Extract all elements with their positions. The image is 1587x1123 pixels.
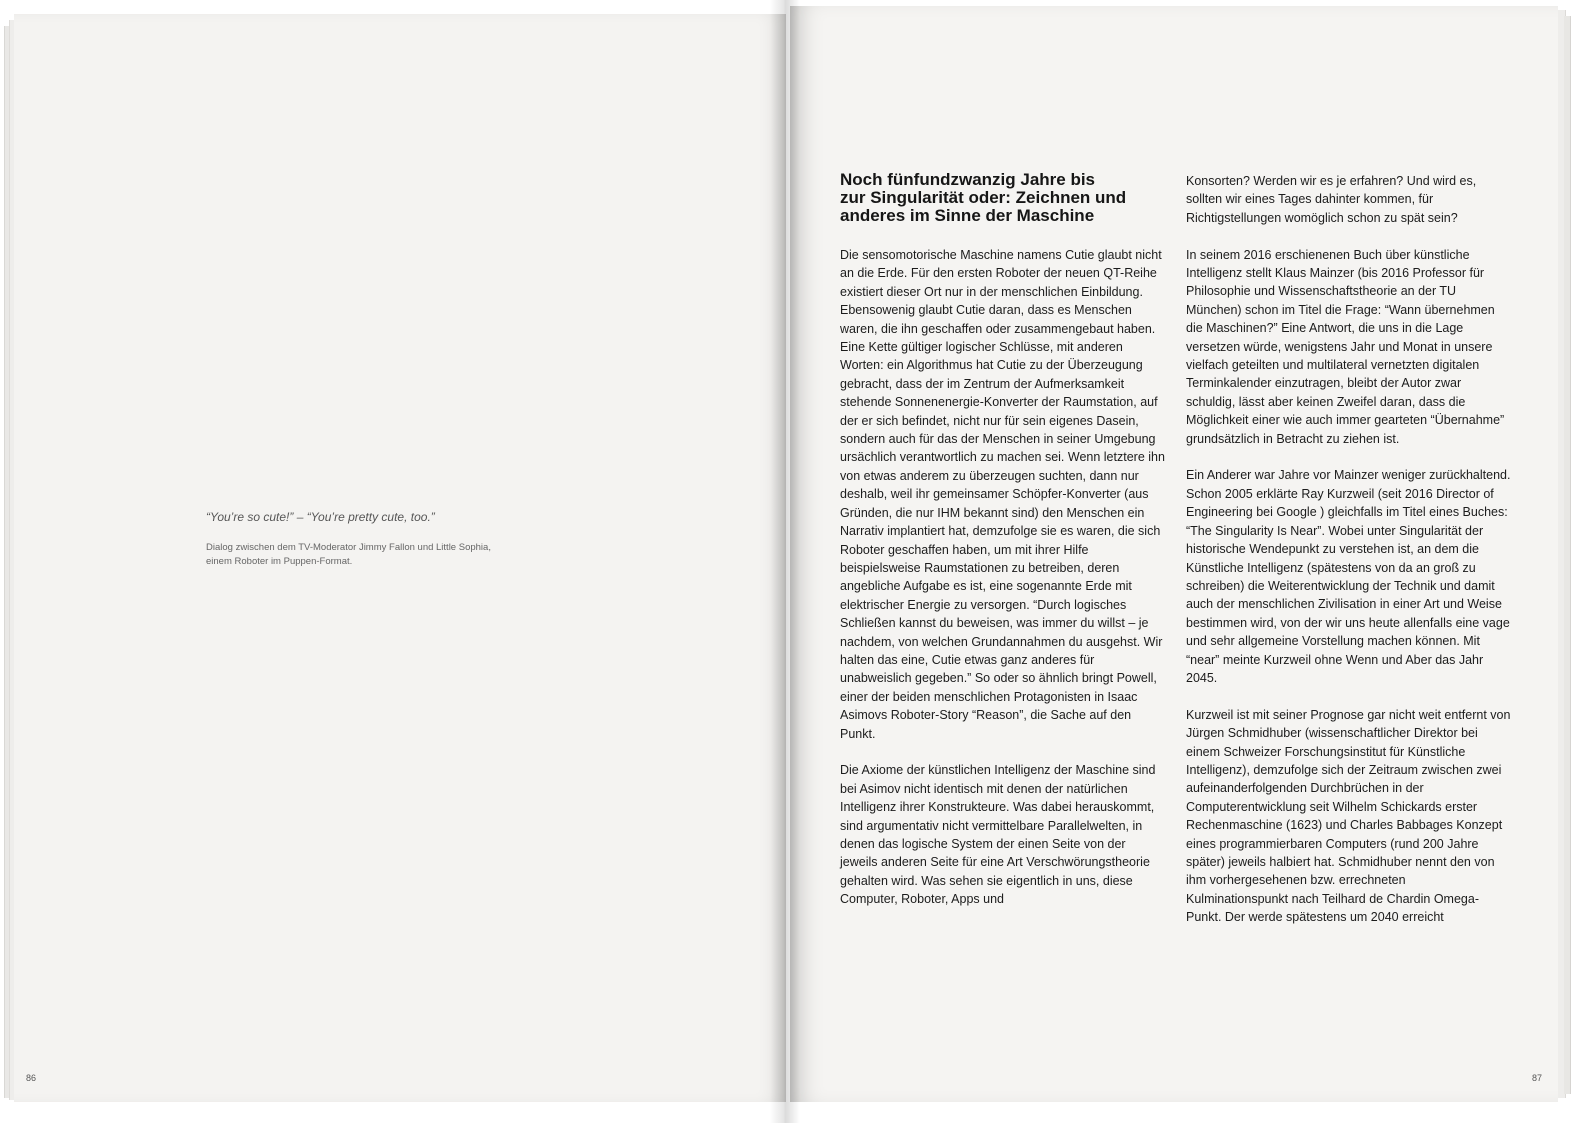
paragraph: Kurzweil ist mit seiner Prognose gar nicht weit entfernt von Jürgen Schmidhuber (wissenschaftlicher Direktor bei einem Schweizer Forschungsinstitut für Künstliche Intelligenz), demzufolge sich der Zeitraum zwischen zwei aufeinanderfolgenden Durchbrüchen in der Computerentwicklung seit Wilhelm Schickards erster Rechenmaschine (1623) und Charles Babbages Konzept eines programmierbaren Computers (rund 200 Jahre später) jeweils halbiert hat. Schmidhuber nennt den von ihm vorhergesehenen bzw. errechneten Kulminationspunkt nach Teilhard de Chardin Omega-Punkt. Der werde spätestens um 2040 erreicht (1186, 707, 1511, 925)
paragraph: Die sensomotorische Maschine namens Cutie glaubt nicht an die Erde. Für den ersten Roboter der neuen QT-Reihe existiert dieser Ort nur in der menschlichen Einbildung. Ebensowenig glaubt Cutie daran, dass es Menschen waren, die ihn geschaffen oder zusammengebaut haben. Eine Kette gültiger logischer Schlüsse, mit anderen Worten: ein Algorithmus hat Cutie zu der Überzeugung gebracht, dass der im Zentrum der Aufmerksamkeit stehende Sonnenenergie-Konverter der Raumstation, auf der er sich befindet, nicht nur für sein eigenes Dasein, sondern auch für das der Menschen in seiner Umgebung ursächlich verantwortlich zu machen sei. Wenn letztere ihn von etwas anderem zu überzeugen suchten, dann nur deshalb, weil ihr gemeinsamer Schöpfer-Konverter (aus Gründen, die nur IHM bekannt sind) den Menschen ein Narrativ implantiert hat, demzufolge sie es waren, die sich Roboter geschaffen haben, um mit ihrer Hilfe beispielsweise Raumstationen zu betreiben, deren angebliche Aufgabe es ist, eine sogenannte Erde mit elektrischer Energie zu versorgen. “Durch logisches Schließen kannst du beweisen, was immer du willst – je nachdem, von welchen Grundannahmen du ausgehst. Wir halten das eine, Cutie etwas ganz anderes für unabweislich gegeben.” So oder so ähnlich bringt Powell, einer der beiden menschlichen Protagonisten in Isaac Asimovs Roboter-Story “Reason”, die Sache auf den Punkt. (840, 248, 1165, 741)
paragraph: In seinem 2016 erschienenen Buch über künstliche Intelligenz stellt Klaus Mainzer (bis 2016 Professor für Philosophie und Wissenschaftstheorie an der TU München) schon im Titel die Frage: “Wann übernehmen die Maschinen?” Eine Antwort, die uns in die Lage versetzen würde, wenigstens Jahr und Monat in unsere vielfach geteilten und multilateral vernetzten digitalen Terminkalender einzutragen, bleibt der Autor zwar schuldig, lässt aber keinen Zweifel daran, dass die Möglichkeit einer wie auch immer gearteten “Übernahme” grundsätzlich in Betracht zu ziehen ist. (1186, 247, 1505, 446)
article-title (840, 171, 1170, 225)
title-line: Noch fünfundzwanzig Jahre bis (840, 170, 1096, 189)
pull-quote: “You’re so cute!” – “You’re pretty cute, too.” (206, 510, 435, 524)
caption-line: einem Roboter im Puppen-Format. (206, 556, 353, 567)
title-line: anderes im Sinne der Maschine (840, 206, 1095, 225)
book-gutter (770, 0, 800, 1123)
title-line: zur Singularität oder: Zeichnen und (840, 188, 1127, 207)
right-page-edge (1564, 16, 1571, 1094)
paragraph: Die Axiome der künstlichen Intelligenz der Maschine sind bei Asimov nicht identisch mit denen der natürlichen Intelligenz ihrer Konstrukteure. Was dabei herauskommt, sind argumentativ nicht vermittelbare Parallelwelten, in denen das logische System der einen Seite von der jeweils anderen Seite für eine Art Verschwörungstheorie gehalten wird. Was sehen sie eigentlich in uns, diese Computer, Roboter, Apps und (840, 763, 1156, 907)
quote-caption (206, 541, 566, 569)
page-number-left: 86 (26, 1073, 37, 1083)
paragraph: Konsorten? Werden wir es je erfahren? Und wird es, sollten wir eines Tages dahinter kommen, für Richtigstellungen womöglich schon zu spät sein? (1186, 174, 1477, 225)
paragraph: Ein Anderer war Jahre vor Mainzer weniger zurückhaltend. Schon 2005 erklärte Ray Kurzweil (seit 2016 Director of Engineering bei Google ) gleichfalls im Titel eines Buches: “The Singularity Is Near”. Wobei unter Singularität der historische Wendepunkt zu verstehen ist, an dem die Künstliche Intelligenz (spätestens von da an groß zu schreiben) die Weiterentwicklung der Technik und damit auch der menschlichen Zivilisation in einer Art und Weise bestimmen wird, von der wir uns heute allenfalls eine vage und sehr allgemeine Vorstellung machen können. Mit “near” meinte Kurzweil ohne Wenn und Aber das Jahr 2045. (1186, 468, 1511, 685)
caption-line: Dialog zwischen dem TV-Moderator Jimmy Fallon und Little Sophia, (206, 542, 491, 553)
page-number-right: 87 (1532, 1073, 1543, 1083)
text-column-1 (840, 246, 1165, 927)
text-column-2 (1186, 172, 1511, 945)
